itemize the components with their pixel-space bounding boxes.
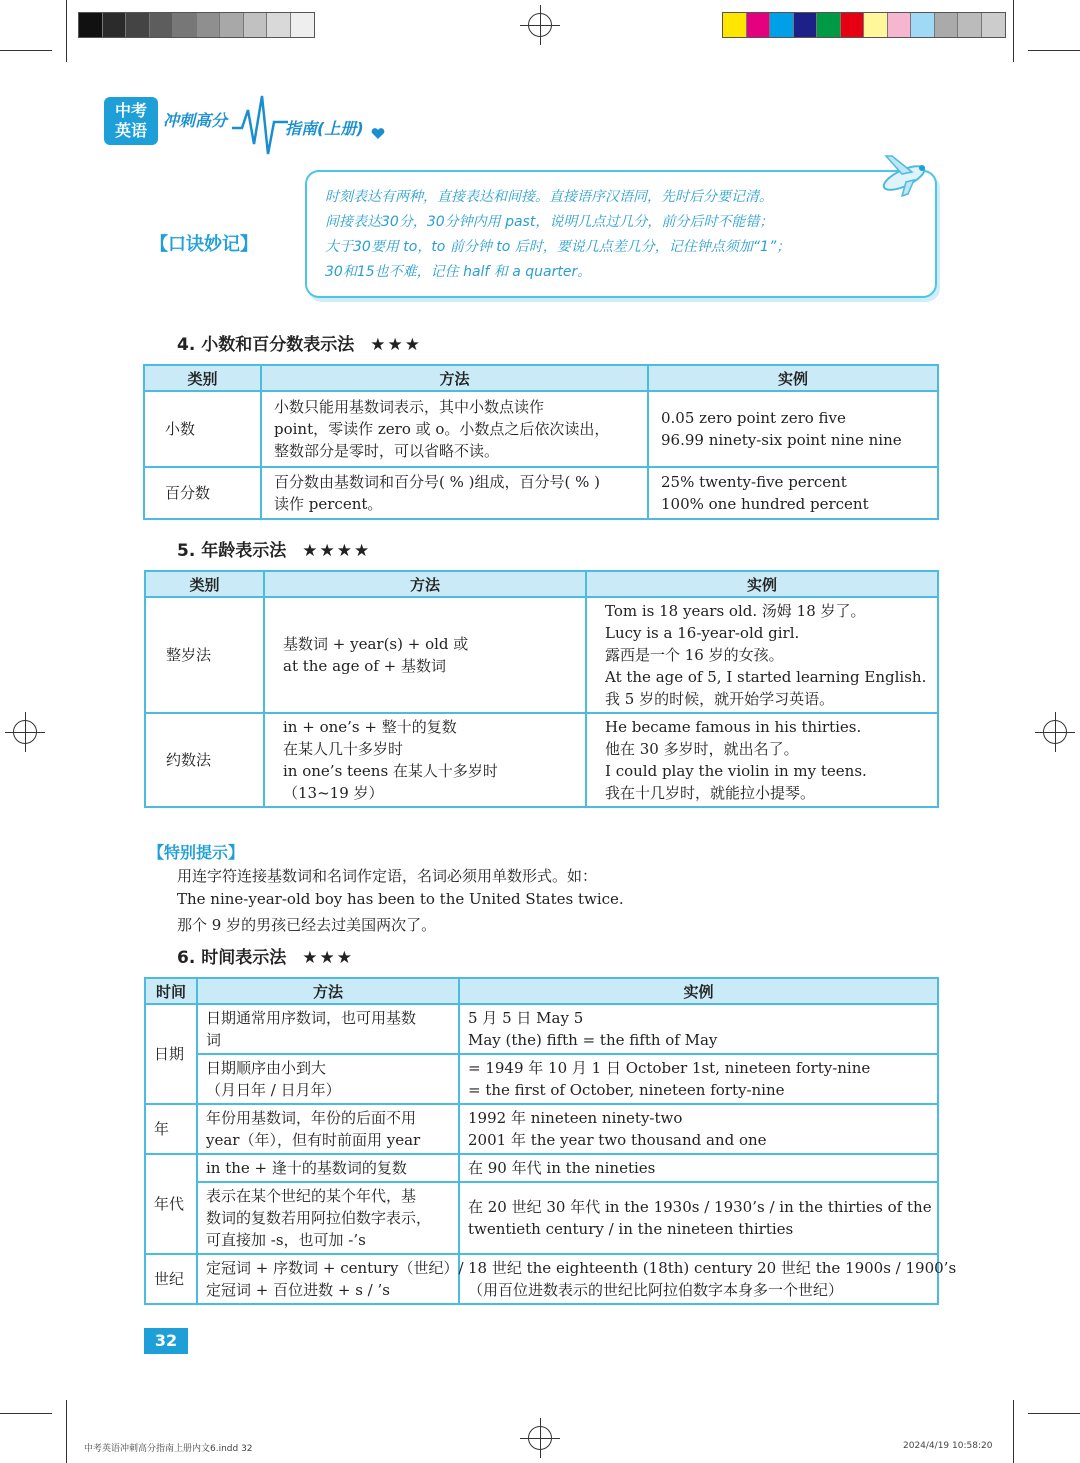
page-number: 32	[144, 1328, 188, 1354]
example-line: 在 90 年代 in the nineties	[468, 1159, 656, 1177]
category-cell: 整岁法	[145, 597, 264, 713]
example-line: 5 月 5 日 May 5	[468, 1009, 584, 1027]
example-line: 100% one hundred percent	[661, 495, 869, 513]
color-swatch	[935, 13, 959, 37]
time-table	[144, 977, 957, 1305]
method-line: 年份用基数词，年份的后面不用	[206, 1109, 417, 1127]
registration-mark-bottom	[520, 1418, 560, 1458]
section-4-title: 4. 小数和百分数表示法	[177, 335, 355, 355]
example-line: Lucy is a 16-year-old girl.	[605, 624, 800, 642]
method-cell	[197, 1254, 464, 1304]
section-4-stars: ★★★	[370, 335, 422, 355]
color-swatch	[911, 13, 935, 37]
airplane-icon	[872, 150, 934, 198]
print-timestamp: 2024/4/19 10:58:20	[903, 1441, 993, 1451]
note-line: 用连字符连接基数词和名词作定语，名词必须用单数形式。如：	[177, 867, 598, 885]
example-cell	[459, 1054, 938, 1104]
mnemonic-line: 30和15也不难，记住 half 和 a quarter。	[325, 264, 592, 280]
example-line: 露西是一个 16 岁的女孩。	[605, 646, 784, 664]
section-6-stars: ★★★	[302, 948, 354, 968]
example-line: He became famous in his thirties.	[605, 718, 862, 736]
table-row	[145, 1254, 938, 1304]
color-swatch	[841, 13, 865, 37]
crop-mark	[1028, 50, 1080, 51]
color-swatch	[958, 13, 982, 37]
table-row	[145, 597, 938, 713]
color-swatch	[150, 13, 174, 37]
section-5-heading	[177, 536, 371, 561]
example-line: 我在十几岁时，就能拉小提琴。	[605, 784, 816, 802]
method-line: 读作 percent。	[274, 495, 383, 513]
special-note-label: 【特别提示】	[148, 843, 245, 862]
method-line: 数词的复数若用阿拉伯数字表示，	[206, 1209, 432, 1227]
mnemonic-line: 间接表达30分，30分钟内用 past，说明几点过几分，前分后时不能错；	[325, 214, 774, 230]
method-line: in + one’s + 整十的复数	[283, 718, 457, 736]
method-line: 词	[206, 1031, 222, 1049]
method-cell	[197, 1154, 459, 1182]
example-cell	[648, 391, 938, 467]
method-line: 表示在某个世纪的某个年代，基	[206, 1187, 417, 1205]
crop-mark	[1013, 0, 1014, 62]
color-swatch	[864, 13, 888, 37]
registration-mark-left	[5, 712, 45, 752]
color-swatch	[770, 13, 794, 37]
crop-mark	[66, 1400, 67, 1463]
example-line: 2001 年 the year two thousand and one	[468, 1131, 767, 1149]
method-line: 基数词 + year(s) + old 或	[283, 635, 469, 653]
color-swatch	[244, 13, 268, 37]
column-header: 方法	[197, 978, 459, 1004]
column-header: 类别	[144, 365, 261, 391]
brand-title-part1: 冲刺高分	[163, 111, 228, 130]
brand-logo-box: 中考 英语	[104, 97, 158, 145]
category-cell: 世纪	[145, 1254, 197, 1304]
mnemonic-line: 时刻表达有两种，直接表达和间接。直接语序汉语同，先时后分要记清。	[325, 189, 773, 205]
example-cell	[459, 1254, 957, 1304]
example-line: twentieth century / in the nineteen thirties	[468, 1220, 794, 1238]
method-line: 定冠词 + 百位进数 + s / ’s	[206, 1281, 390, 1299]
column-header: 方法	[264, 571, 586, 597]
section-6-heading	[177, 943, 354, 968]
table-row	[145, 1004, 938, 1054]
section-5-title: 5. 年龄表示法	[177, 541, 287, 561]
method-line: in one’s teens 在某人十多岁时	[283, 762, 498, 780]
method-line: 百分数由基数词和百分号( % )组成，百分号( % )	[274, 473, 600, 491]
gray-color-bar	[78, 12, 315, 38]
crop-mark	[66, 0, 67, 62]
note-line: 那个 9 岁的男孩已经去过美国两次了。	[177, 916, 437, 934]
column-header: 实例	[459, 978, 938, 1004]
example-line: 1992 年 nineteen ninety-two	[468, 1109, 683, 1127]
example-line: 在 20 世纪 30 年代 in the 1930s / 1930’s / in the thirties of the	[468, 1198, 932, 1216]
example-cell	[459, 1154, 938, 1182]
example-line: = the first of October, nineteen forty-nine	[468, 1081, 785, 1099]
table-row	[145, 1104, 938, 1154]
category-cell: 小数	[144, 391, 261, 467]
example-cell	[459, 1182, 938, 1254]
example-line: 我 5 岁的时候，就开始学习英语。	[605, 690, 835, 708]
method-line: 可直接加 -s，也可加 -’s	[206, 1231, 366, 1249]
example-line: Tom is 18 years old. 汤姆 18 岁了。	[605, 602, 866, 620]
example-cell	[648, 467, 938, 519]
example-line: 25% twenty-five percent	[661, 473, 847, 491]
example-line: May (the) fifth = the fifth of May	[468, 1031, 718, 1049]
method-cell	[264, 713, 586, 807]
method-line: （13~19 岁）	[283, 784, 384, 802]
example-line: 96.99 ninety-six point nine nine	[661, 431, 902, 449]
crop-mark	[0, 1413, 52, 1414]
color-swatch	[291, 13, 315, 37]
category-cell: 百分数	[144, 467, 261, 519]
color-swatch	[888, 13, 912, 37]
table-row	[145, 1182, 938, 1254]
example-line: 0.05 zero point zero five	[661, 409, 846, 427]
method-line: （月日年 / 日月年）	[206, 1081, 341, 1099]
column-header: 实例	[648, 365, 938, 391]
cmyk-color-bar	[722, 12, 1006, 38]
color-swatch	[723, 13, 747, 37]
column-header: 方法	[261, 365, 648, 391]
method-line: in the + 逢十的基数词的复数	[206, 1159, 407, 1177]
category-cell: 日期	[145, 1004, 197, 1104]
color-swatch	[747, 13, 771, 37]
method-cell	[197, 1054, 459, 1104]
example-line: 他在 30 多岁时，就出名了。	[605, 740, 799, 758]
method-cell	[264, 597, 586, 713]
table-row	[144, 467, 938, 519]
crop-mark	[1028, 1413, 1080, 1414]
column-header: 时间	[145, 978, 197, 1004]
section-6-title: 6. 时间表示法	[177, 948, 287, 968]
method-line: point，零读作 zero 或 o。小数点之后依次读出，	[274, 420, 610, 438]
method-line: 整数部分是零时，可以省略不读。	[274, 442, 500, 460]
table-row	[145, 1054, 938, 1104]
note-line: The nine-year-old boy has been to the United States twice.	[177, 890, 624, 908]
example-cell	[459, 1104, 938, 1154]
category-cell: 年	[145, 1104, 197, 1154]
file-slug: 中考英语冲刺高分指南上册内文6.indd 32	[84, 1444, 253, 1454]
mnemonic-line: 大于30要用 to，to 前分钟 to 后时，要说几点差几分，记住钟点须加“1”；	[325, 239, 791, 255]
method-line: year（年），但有时前面用 year	[206, 1131, 421, 1149]
color-swatch	[79, 13, 103, 37]
table-row	[145, 1154, 938, 1182]
decimal-percent-table	[143, 364, 939, 520]
example-cell	[586, 713, 938, 807]
example-line: 18 世纪 the eighteenth (18th) century 20 世纪 the 1900s / 1900’s	[468, 1259, 957, 1277]
registration-mark-right	[1035, 712, 1075, 752]
column-header: 实例	[586, 571, 938, 597]
example-line: At the age of 5, I started learning English.	[605, 668, 927, 686]
age-table	[144, 570, 939, 808]
color-swatch	[982, 13, 1006, 37]
color-swatch	[173, 13, 197, 37]
example-cell	[459, 1004, 938, 1054]
method-cell	[197, 1004, 459, 1054]
color-swatch	[197, 13, 221, 37]
section-4-heading	[177, 330, 422, 355]
mnemonic-label: 【口诀妙记】	[150, 234, 258, 255]
color-swatch	[126, 13, 150, 37]
example-line: = 1949 年 10 月 1 日 October 1st, nineteen forty-nine	[468, 1059, 871, 1077]
crop-mark	[1013, 1400, 1014, 1463]
method-line: 日期通常用序数词，也可用基数	[206, 1009, 417, 1027]
brand-title-part2: 指南(上册)	[285, 119, 364, 138]
color-swatch	[794, 13, 818, 37]
color-swatch	[817, 13, 841, 37]
column-header: 类别	[145, 571, 264, 597]
method-cell	[197, 1182, 459, 1254]
color-swatch	[103, 13, 127, 37]
method-line: 日期顺序由小到大	[206, 1059, 327, 1077]
table-row	[144, 391, 938, 467]
method-line: at the age of + 基数词	[283, 657, 446, 675]
color-swatch	[267, 13, 291, 37]
method-cell	[197, 1104, 459, 1154]
example-line: （用百位进数表示的世纪比阿拉伯数字本身多一个世纪）	[468, 1281, 844, 1299]
crop-mark	[0, 50, 52, 51]
method-cell	[261, 467, 648, 519]
heartbeat-icon	[232, 92, 288, 156]
example-line: I could play the violin in my teens.	[605, 762, 867, 780]
mnemonic-box	[305, 170, 937, 298]
example-cell	[586, 597, 938, 713]
section-5-stars: ★★★★	[302, 541, 372, 561]
color-swatch	[220, 13, 244, 37]
method-line: 在某人几十多岁时	[283, 740, 404, 758]
method-cell	[261, 391, 648, 467]
table-row	[145, 713, 938, 807]
category-cell: 约数法	[145, 713, 264, 807]
heart-icon	[371, 128, 385, 140]
category-cell: 年代	[145, 1154, 197, 1254]
method-line: 定冠词 + 序数词 + century（世纪）/	[206, 1259, 464, 1277]
method-line: 小数只能用基数词表示，其中小数点读作	[274, 398, 545, 416]
registration-mark-top	[520, 5, 560, 45]
